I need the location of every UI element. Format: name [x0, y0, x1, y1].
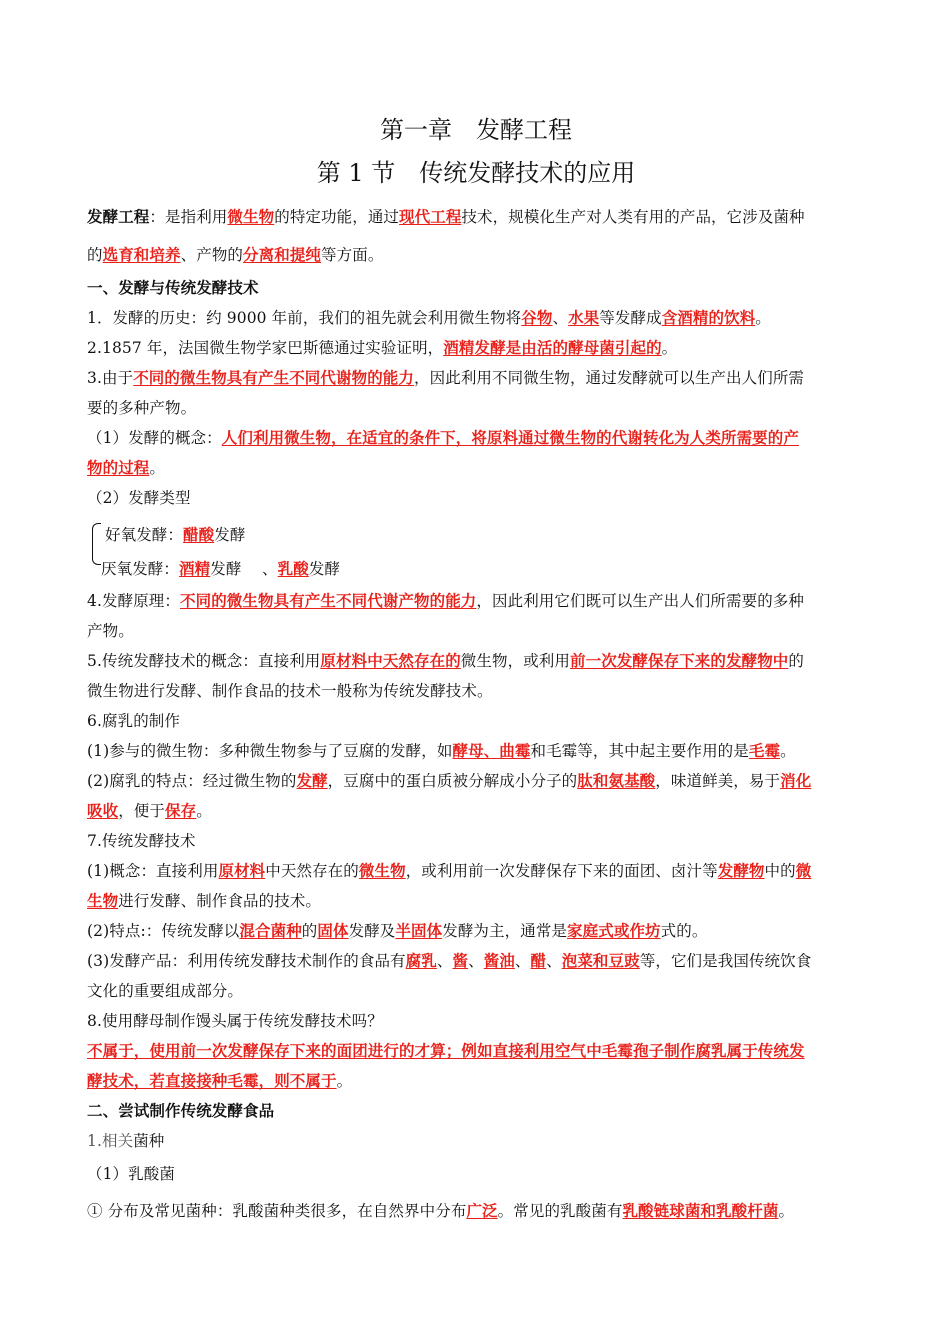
concept-line-2 — [87, 458, 865, 478]
keyword: 醋酸 — [183, 525, 215, 544]
keyword: 固体 — [317, 921, 349, 940]
text-span: 3.由于 — [87, 369, 134, 387]
text-span: 、 — [552, 309, 569, 327]
concept-line-1 — [87, 428, 865, 448]
keyword: 半固体 — [395, 921, 443, 940]
keyword: 谷物 — [521, 308, 553, 327]
text-span: (2)腐乳的特点：经过微生物的 — [87, 772, 297, 790]
text-span: 。 — [336, 1072, 353, 1090]
term-fermentation-engineering: 发酵工程 — [87, 207, 150, 226]
keyword: 发酵 — [296, 771, 328, 790]
related-strains — [87, 1131, 865, 1151]
keyword: 微生物 — [227, 207, 275, 226]
keyword: 乳酸链球菌和乳酸杆菌 — [622, 1201, 779, 1220]
item-6-a — [87, 741, 865, 761]
text-span: 等，它们是我国传统饮食 — [639, 952, 812, 970]
keyword: 选育和培养 — [102, 245, 181, 264]
keyword: 微生物 — [358, 861, 406, 880]
text-span: 的特定功能，通过 — [274, 208, 400, 226]
keyword: 酒精发酵是由活的酵母菌引起的 — [443, 338, 662, 357]
item-2 — [87, 338, 865, 358]
text-span: 厌氧发酵： — [101, 560, 180, 578]
text-span: ，或利用前一次发酵保存下来的面团、卤汁等 — [405, 862, 718, 880]
keyword: 泡菜和豆豉 — [561, 951, 640, 970]
text-span: 发酵 — [214, 526, 246, 544]
item-7-c-line-2: 文化的重要组成部分。 — [87, 982, 244, 1000]
keyword: 生物 — [87, 891, 119, 910]
item-4-line-1 — [87, 591, 865, 611]
anaerobic-fermentation — [101, 559, 879, 579]
text-span: 、 — [546, 952, 562, 970]
keyword: 不同的微生物具有产生不同代谢产物的能力 — [180, 591, 477, 610]
text-span: 、 — [514, 952, 531, 970]
keyword: 不同的微生物具有产生不同代谢物的能力 — [133, 368, 415, 387]
keyword: 醋 — [530, 951, 547, 970]
keyword: 分离和提纯 — [243, 245, 322, 264]
item-7-a-line-2 — [87, 891, 865, 911]
keyword: 吸收 — [87, 801, 119, 820]
text-span: 。 — [661, 339, 678, 357]
text-span: ，豆腐中的蛋白质被分解成小分子的 — [327, 772, 578, 790]
text-span: 的 — [301, 922, 318, 940]
item-8-answer-line-2 — [87, 1071, 865, 1091]
fermentation-types-label: （2）发酵类型 — [87, 489, 191, 507]
text-span: 中的 — [764, 862, 796, 880]
item-5-line-1 — [87, 651, 865, 671]
keyword: 肽和氨基酸 — [577, 771, 656, 790]
section-heading-1: 一、发酵与传统发酵技术 — [87, 278, 259, 297]
item-1 — [87, 308, 865, 328]
item-7-label: 7.传统发酵技术 — [87, 832, 196, 850]
text-span: 。 — [196, 802, 212, 820]
text-span: ，味道鲜美，易于 — [655, 772, 781, 790]
keyword: 水果 — [568, 308, 600, 327]
item-8-answer-line-1 — [87, 1041, 865, 1061]
text-span: ① 分布及常见菌种：乳酸菌种类很多，在自然界中分布 — [87, 1202, 467, 1220]
text-span: 微生物，或利用 — [460, 652, 570, 670]
text-span: 、产物的 — [180, 246, 244, 264]
keyword: 含酒精的饮料 — [661, 308, 756, 327]
text-span: 4.发酵原理： — [87, 592, 180, 610]
text-span: 等方面。 — [321, 246, 384, 264]
text-span: 中天然存在的 — [265, 862, 359, 880]
keyword: 酵技术，若直接接种毛霉，则不属于 — [87, 1071, 337, 1090]
section-heading-2: 二、尝试制作传统发酵食品 — [87, 1101, 275, 1120]
text-span: ，因此利用不同微生物，通过发酵就可以生产出人们所需 — [414, 369, 805, 387]
item-4-line-2: 产物。 — [87, 622, 134, 640]
text-span: 发酵为主，通常是 — [442, 922, 568, 940]
keyword: 广泛 — [466, 1201, 498, 1220]
text-span: 、 — [436, 952, 453, 970]
text-span: 2.1857 年，法国微生物学家巴斯德通过实验证明， — [87, 339, 444, 357]
text-span: 1. — [87, 1132, 102, 1150]
text-span: 和毛霉等，其中起主要作用的是 — [530, 742, 749, 760]
text-span: 进行发酵、制作食品的技术。 — [118, 892, 322, 910]
text-span: 相关 — [102, 1132, 134, 1150]
item-3-line-2: 要的多种产物。 — [87, 399, 197, 417]
keyword: 发酵物 — [717, 861, 765, 880]
text-span: 发酵 — [308, 560, 341, 578]
keyword: 消化 — [780, 771, 812, 790]
keyword: 家庭式或作坊 — [567, 921, 661, 940]
text-span: (1)参与的微生物：多种微生物参与了豆腐的发酵，如 — [87, 742, 453, 760]
text-span: 技术，规模化生产对人类有用的产品，它涉及菌种 — [461, 208, 805, 226]
item-8-question: 8.使用酵母制作馒头属于传统发酵技术吗？ — [87, 1012, 383, 1030]
keyword: 混合菌种 — [239, 921, 302, 940]
text-span: 的 — [788, 652, 805, 670]
text-span: 发酵及 — [348, 922, 396, 940]
text-span: ，因此利用它们既可以生产出人们所需要的多种 — [476, 592, 805, 610]
keyword: 酵母、曲霉 — [452, 741, 531, 760]
intro-line-1 — [87, 207, 865, 227]
text-span: 。 — [755, 309, 771, 327]
text-span: 1．发酵的历史：约 9000 年前，我们的祖先就会利用微生物将 — [87, 309, 522, 327]
text-span: ，便于 — [118, 802, 166, 820]
keyword: 保存 — [165, 801, 197, 820]
text-span: 的 — [87, 246, 103, 264]
keyword: 酱 — [452, 951, 469, 970]
item-7-c-line-1 — [87, 951, 865, 971]
keyword: 不属于，使用前一次发酵保存下来的面团进行的才算；例如直接利用空气中毛霉孢子制作腐乳属于传统发 — [87, 1041, 805, 1060]
keyword: 酱油 — [483, 951, 515, 970]
text-span: 。常见的乳酸菌有 — [497, 1202, 623, 1220]
keyword: 腐乳 — [405, 951, 437, 970]
item-3-line-1 — [87, 368, 865, 388]
keyword: 前一次发酵保存下来的发酵物中 — [570, 651, 789, 670]
text-span: 、 — [468, 952, 484, 970]
keyword: 物的过程 — [87, 458, 150, 477]
section-title: 第 1 节 传统发酵技术的应用 — [316, 159, 636, 187]
brace-icon — [92, 523, 101, 565]
keyword: 原材料 — [218, 861, 266, 880]
lactic-acid-bacteria-label: （1）乳酸菌 — [87, 1165, 175, 1183]
keyword: 人们利用微生物，在适宜的条件下，将原料通过微生物的代谢转化为人类所需要的产 — [221, 428, 799, 447]
keyword: 毛霉 — [748, 741, 781, 760]
text-span: 。 — [149, 459, 166, 477]
text-span: (3)发酵产品：利用传统发酵技术制作的食品有 — [87, 952, 406, 970]
text-span: (1)概念：直接利用 — [87, 862, 219, 880]
item-6-b-line-2 — [87, 801, 865, 821]
text-span: 菌种 — [133, 1132, 165, 1150]
text-span: (2)特点:：传统发酵以 — [87, 922, 240, 940]
item-5-line-2: 微生物进行发酵、制作食品的技术一般称为传统发酵技术。 — [87, 682, 493, 700]
text-span: 5.传统发酵技术的概念：直接利用 — [87, 652, 321, 670]
keyword: 原材料中天然存在的 — [320, 651, 461, 670]
text-span: 式的。 — [660, 922, 708, 940]
keyword: 微 — [795, 861, 812, 880]
text-span: 等发酵成 — [599, 309, 662, 327]
keyword: 乳酸 — [277, 559, 309, 578]
item-6-b-line-1 — [87, 771, 865, 791]
item-7-a-line-1 — [87, 861, 865, 881]
chapter-title: 第一章 发酵工程 — [380, 116, 572, 144]
text-span: 。 — [778, 1202, 795, 1220]
distribution-line — [87, 1201, 865, 1221]
keyword: 现代工程 — [399, 207, 462, 226]
text-span: 发酵 、 — [210, 560, 278, 578]
text-span: 。 — [780, 742, 796, 760]
aerobic-fermentation — [105, 525, 883, 545]
item-7-b — [87, 921, 865, 941]
text-span: （1）发酵的概念： — [87, 429, 222, 447]
item-6-label: 6.腐乳的制作 — [87, 712, 180, 730]
keyword: 酒精 — [179, 559, 211, 578]
intro-line-2 — [87, 245, 865, 265]
text-span: 好氧发酵： — [105, 526, 184, 544]
text-span: ：是指利用 — [149, 208, 228, 226]
